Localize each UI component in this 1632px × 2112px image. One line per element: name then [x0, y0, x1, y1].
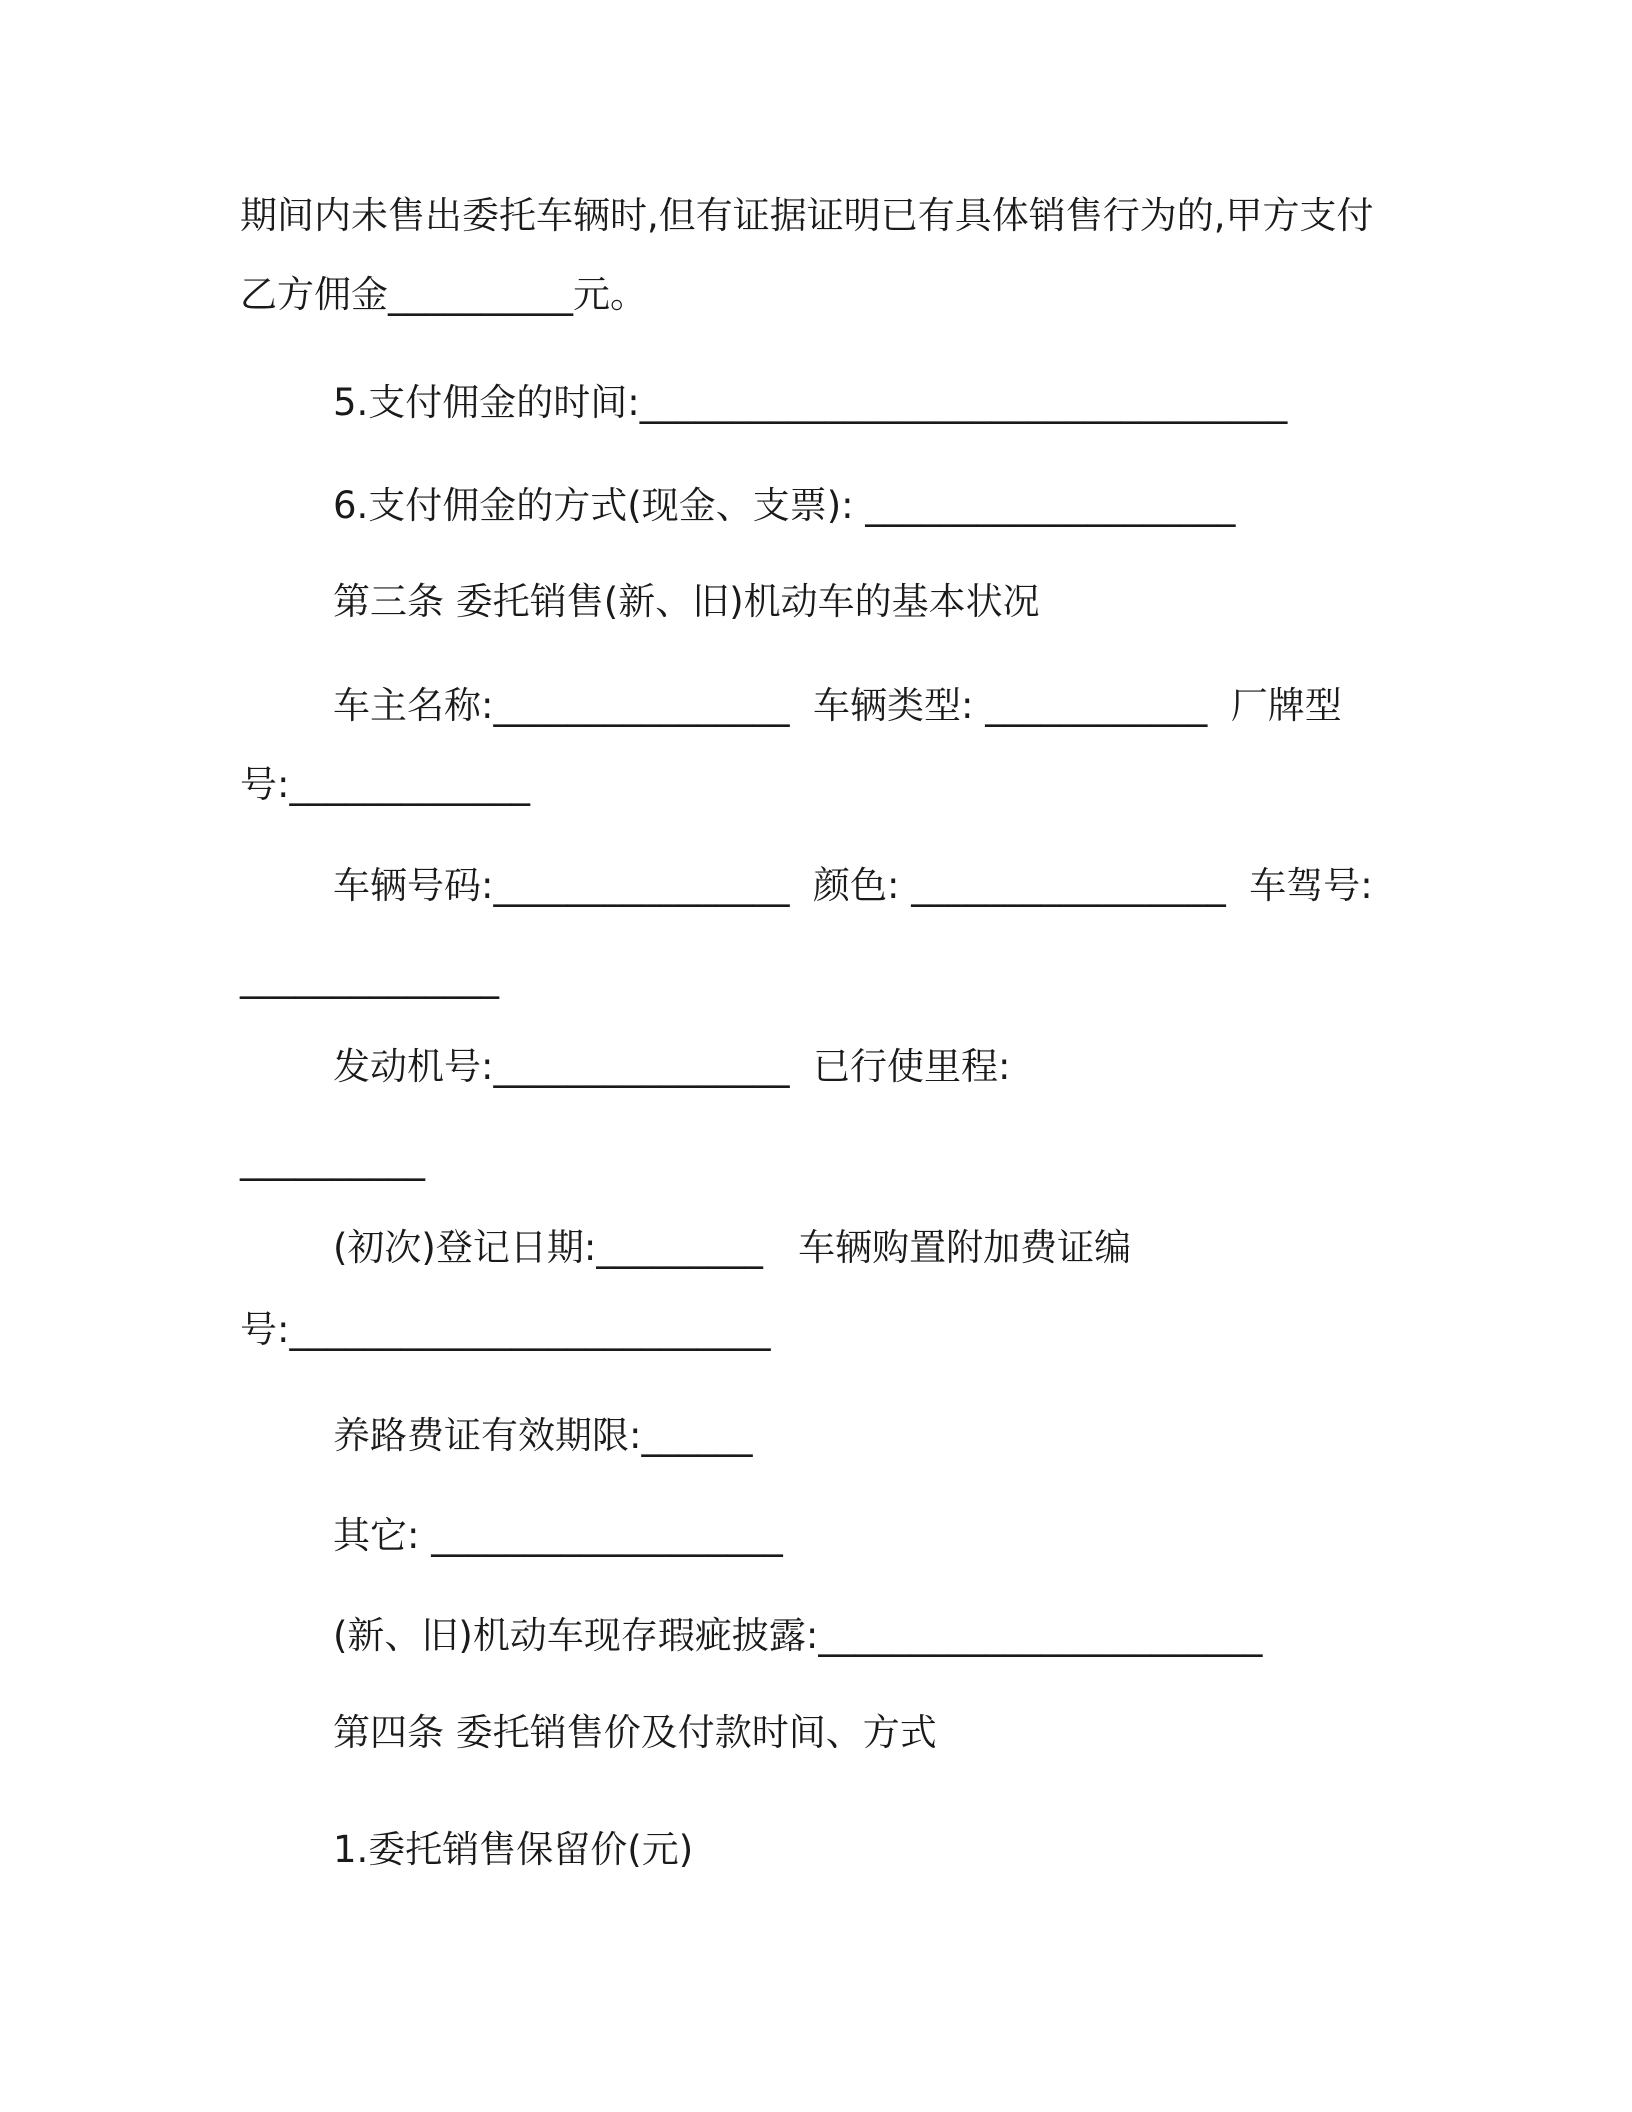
text-line-18: 1.委托销售保留价(元) — [333, 1828, 694, 1871]
text-line-14: 养路费证有效期限:______ — [333, 1414, 753, 1457]
text-line-6: 车主名称:________________ 车辆类型: ____________ 厂牌型 — [333, 684, 1342, 727]
section-heading-4: 第四条 委托销售价及付款时间、方式 — [333, 1711, 937, 1754]
text-line-4: 6.支付佣金的方式(现金、支票): ____________________ — [333, 484, 1236, 527]
text-line-15: 其它: ___________________ — [333, 1514, 783, 1557]
text-line-13: 号:__________________________ — [240, 1308, 771, 1351]
text-line-7: 号:_____________ — [240, 763, 530, 806]
text-line-11: __________ — [240, 1138, 425, 1181]
text-line-16: (新、旧)机动车现存瑕疵披露:________________________ — [333, 1614, 1263, 1657]
text-line-10: 发动机号:________________ 已行使里程: — [333, 1045, 1011, 1088]
text-line-3: 5.支付佣金的时间:___________________________________ — [333, 381, 1288, 424]
text-line-12: (初次)登记日期:_________ 车辆购置附加费证编 — [333, 1226, 1132, 1269]
text-line-2: 乙方佣金__________元。 — [240, 273, 647, 316]
text-line-1: 期间内未售出委托车辆时,但有证据证明已有具体销售行为的,甲方支付 — [240, 194, 1374, 237]
text-line-8: 车辆号码:________________ 颜色: _________________ 车驾号: — [333, 864, 1373, 907]
section-heading-3: 第三条 委托销售(新、旧)机动车的基本状况 — [333, 580, 1040, 623]
text-line-9: ______________ — [240, 956, 499, 999]
